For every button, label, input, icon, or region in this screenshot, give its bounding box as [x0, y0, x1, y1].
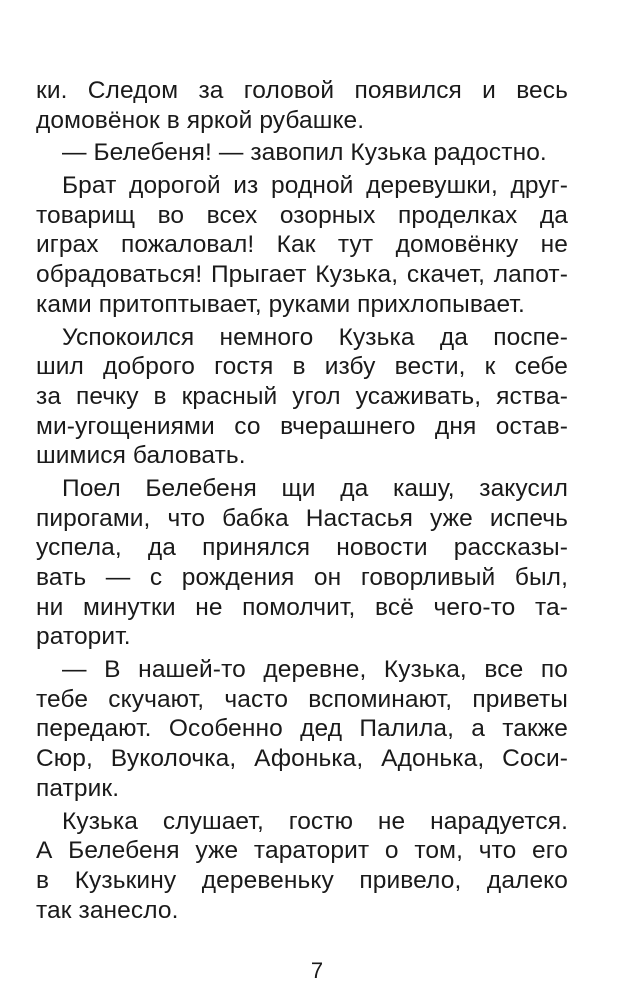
paragraph [36, 474, 568, 652]
paragraph [36, 76, 568, 135]
text-line: в Кузькину деревеньку привело, далеко [36, 866, 568, 894]
paragraph [36, 138, 568, 168]
text-line: ми-угощениями со вчерашнего дня остав- [36, 412, 568, 440]
text-line: вать — с рождения он говорливый был, [36, 564, 568, 591]
text-line: за печку в красный угол усаживать, яства- [36, 382, 568, 410]
text-line: патрик. [36, 774, 120, 802]
text-line: играх пожаловал! Как тут домовёнку не [36, 231, 568, 259]
text-line: передают. Особенно дед Палила, а также [36, 715, 568, 743]
paragraph [36, 171, 568, 319]
text-line: успела, да принялся новости рассказы- [36, 534, 568, 562]
text-line: ки. Следом за головой появился и весь [36, 77, 568, 104]
text-line: раторит. [36, 623, 131, 651]
text-line: ками притоптывает, руками прихлопывает. [36, 290, 525, 318]
text-line: Брат дорогой из родной деревушки, друг- [62, 172, 568, 200]
text-line: тебе скучают, часто вспоминают, приветы [36, 685, 568, 713]
text-line: шил доброго гостя в избу вести, к себе [36, 353, 568, 381]
text-line: товарищ во всех озорных проделках да [36, 201, 568, 229]
body-text [36, 76, 568, 925]
text-line: обрадоваться! Прыгает Кузька, скачет, лапот- [36, 261, 568, 289]
text-line: пирогами, что бабка Настасья уже испечь [36, 504, 568, 532]
text-line: шимися баловать. [36, 442, 246, 470]
text-line: Успокоился немного Кузька да поспе- [62, 323, 568, 351]
text-line: Кузька слушает, гостю не нарадуется. [62, 807, 568, 835]
text-line: Поел Белебеня щи да кашу, закусил [62, 474, 568, 502]
paragraph [36, 807, 568, 926]
text-line: домовёнок в яркой рубашке. [36, 106, 365, 134]
text-line: — В нашей-то деревне, Кузька, все по [62, 656, 568, 684]
text-line: ни минутки не помолчит, всё чего-то та- [36, 593, 568, 621]
paragraph [36, 323, 568, 471]
text-line: А Белебеня уже тараторит о том, что его [36, 837, 568, 865]
text-line: — Белебеня! — завопил Кузька радостно. [62, 139, 547, 167]
page-number: 7 [310, 958, 324, 983]
text-line: Сюр, Вуколочка, Афонька, Адонька, Соси- [36, 745, 568, 773]
text-line: так занесло. [36, 896, 179, 924]
paragraph [36, 655, 568, 803]
